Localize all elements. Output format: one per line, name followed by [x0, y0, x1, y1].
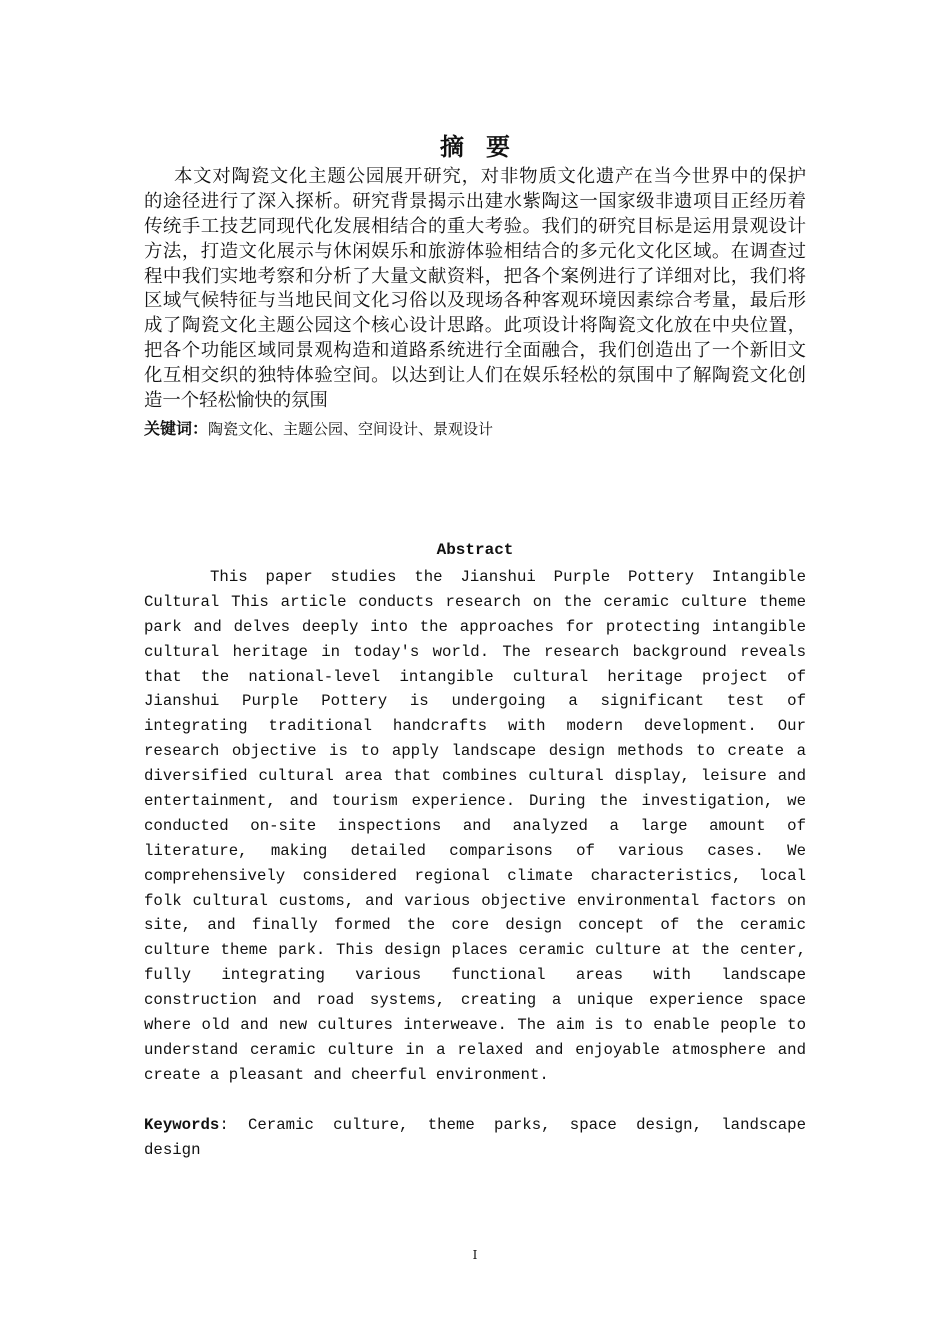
english-abstract-line: that the national-level intangible cultural heritage project of [144, 667, 806, 686]
english-abstract-line: This paper studies the Jianshui Purple Pottery Intangible [210, 568, 806, 586]
english-abstract-line: construction and road systems, creating a unique experience space [144, 991, 806, 1010]
chinese-abstract-title: 摘要 [440, 133, 532, 161]
chinese-abstract-line: 方法，打造文化展示与休闲娱乐和旅游体验相结合的多元化文化区域。在调查过 [144, 240, 806, 262]
chinese-abstract-line: 本文对陶瓷文化主题公园展开研究，对非物质文化遗产在当今世界中的保护 [174, 166, 806, 187]
english-abstract-line: Jianshui Purple Pottery is undergoing a significant test of [144, 692, 806, 711]
english-abstract-line: where old and new cultures interweave. The aim is to enable people to [144, 1016, 806, 1035]
chinese-abstract-line: 程中我们实地考察和分析了大量文献资料，把各个案例进行了详细对比，我们将 [144, 265, 806, 287]
chinese-abstract-line: 成了陶瓷文化主题公园这个核心设计思路。此项设计将陶瓷文化放在中央位置， [144, 315, 806, 337]
english-abstract-line: integrating traditional handcrafts with modern development. Our [144, 717, 806, 736]
english-abstract-line: comprehensively considered regional climate characteristics, local [144, 866, 806, 885]
english-abstract-line: folk cultural customs, and various objective environmental factors on [144, 891, 806, 910]
english-abstract-line: Cultural This article conducts research on the ceramic culture theme [144, 592, 806, 611]
english-abstract-line: culture theme park. This design places ceramic culture at the center, [144, 941, 806, 960]
english-abstract-line: conducted on-site inspections and analyzed a large amount of [144, 816, 806, 835]
chinese-abstract-line: 的途径进行了深入探析。研究背景揭示出建水紫陶这一国家级非遗项目正经历着 [144, 190, 806, 212]
english-abstract-line: entertainment, and tourism experience. During the investigation, we [144, 792, 806, 811]
english-abstract-line: cultural heritage in today's world. The research background reveals [144, 642, 806, 661]
english-abstract-line: park and delves deeply into the approaches for protecting intangible [144, 617, 806, 636]
english-keywords-line: design [144, 1140, 201, 1159]
english-abstract-line: understand ceramic culture in a relaxed and enjoyable atmosphere and [144, 1040, 806, 1059]
chinese-abstract-body [144, 165, 806, 414]
english-keywords-line [144, 1113, 806, 1138]
chinese-keywords-label: 关键词： [144, 419, 209, 438]
english-abstract-line: fully integrating various functional areas with landscape [144, 966, 806, 985]
english-abstract-line: create a pleasant and cheerful environment. [144, 1065, 549, 1084]
chinese-abstract-line: 把各个功能区域同景观构造和道路系统进行全面融合，我们创造出了一个新旧文 [144, 340, 806, 362]
chinese-keywords [144, 416, 806, 441]
english-abstract-line: literature, making detailed comparisons of various cases. We [144, 841, 806, 860]
english-keywords-label: Keywords [144, 1116, 220, 1134]
english-keywords-text: : Ceramic culture, theme parks, space design, landscape [219, 1116, 806, 1134]
chinese-abstract-line: 区域气候特征与当地民间文化习俗以及现场各种客观环境因素综合考量，最后形 [144, 290, 806, 312]
english-abstract-line: research objective is to apply landscape design methods to create a [144, 742, 806, 761]
english-abstract-body [144, 565, 806, 1088]
english-keywords [144, 1113, 806, 1163]
english-abstract-line: diversified cultural area that combines cultural display, leisure and [144, 767, 806, 786]
chinese-abstract-line: 化互相交织的独特体验空间。以达到让人们在娱乐轻松的氛围中了解陶瓷文化创 [144, 365, 806, 387]
chinese-abstract-line: 传统手工技艺同现代化发展相结合的重大考验。我们的研究目标是运用景观设计 [144, 215, 806, 237]
page-number: I [472, 1248, 478, 1262]
english-abstract-title: Abstract [436, 541, 514, 559]
english-abstract-line: site, and finally formed the core design concept of the ceramic [144, 916, 806, 935]
chinese-abstract-line: 造一个轻松愉快的氛围 [144, 390, 328, 412]
chinese-keywords-text: 陶瓷文化、主题公园、空间设计、景观设计 [208, 420, 494, 438]
